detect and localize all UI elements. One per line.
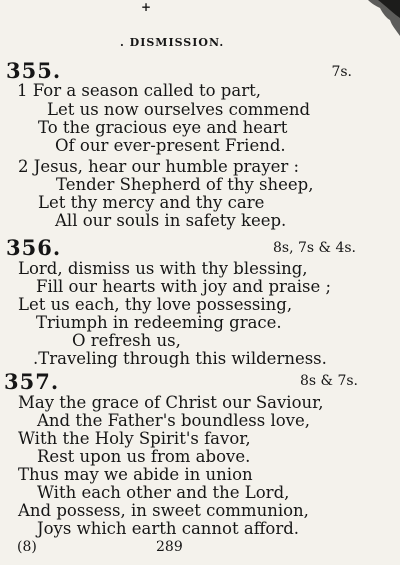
verse-line: .Traveling through this wilderness.	[33, 349, 327, 368]
top-mark: +	[141, 0, 152, 14]
verse-line: Rest upon us from above.	[37, 447, 251, 466]
verse-line: May the grace of Christ our Saviour,	[18, 393, 324, 412]
verse-line: Fill our hearts with joy and praise ;	[36, 277, 332, 296]
verse-line: Joys which earth cannot afford.	[37, 519, 300, 538]
verse-line: O refresh us,	[72, 331, 181, 350]
hymn-meter: 7s.	[331, 64, 352, 80]
verse-line: Triumph in redeeming grace.	[36, 313, 282, 332]
verse-line: Let us now ourselves commend	[47, 100, 311, 119]
page-corner-damage	[360, 0, 400, 40]
section-title: . DISMISSION.	[120, 36, 225, 49]
hymn-number: 357.	[4, 369, 60, 394]
verse-line: 2 Jesus, hear our humble prayer :	[18, 157, 300, 176]
verse-line: Let us each, thy love possessing,	[18, 295, 293, 314]
hymn-number: 356.	[6, 235, 62, 260]
verse-line: Let thy mercy and thy care	[38, 193, 265, 212]
verse-line: And the Father's boundless love,	[37, 411, 311, 430]
hymn-number: 355.	[6, 58, 62, 83]
verse-line: Lord, dismiss us with thy blessing,	[18, 259, 308, 278]
verse-line: With the Holy Spirit's favor,	[18, 429, 251, 448]
verse-line: With each other and the Lord,	[37, 483, 290, 502]
verse-line: All our souls in safety keep.	[55, 211, 287, 230]
verse-line: To the gracious eye and heart	[38, 118, 288, 137]
verse-line: Tender Shepherd of thy sheep,	[56, 175, 314, 194]
verse-line: Of our ever-present Friend.	[55, 136, 286, 155]
verse-line: 1 For a season called to part,	[17, 81, 261, 100]
hymn-meter: 8s, 7s & 4s.	[273, 240, 356, 256]
verse-line: And possess, in sweet communion,	[18, 501, 309, 520]
verse-line: Thus may we abide in union	[18, 465, 253, 484]
signature-mark: (8)	[17, 539, 37, 555]
page-number: 289	[156, 539, 183, 555]
hymn-meter: 8s & 7s.	[300, 373, 358, 389]
